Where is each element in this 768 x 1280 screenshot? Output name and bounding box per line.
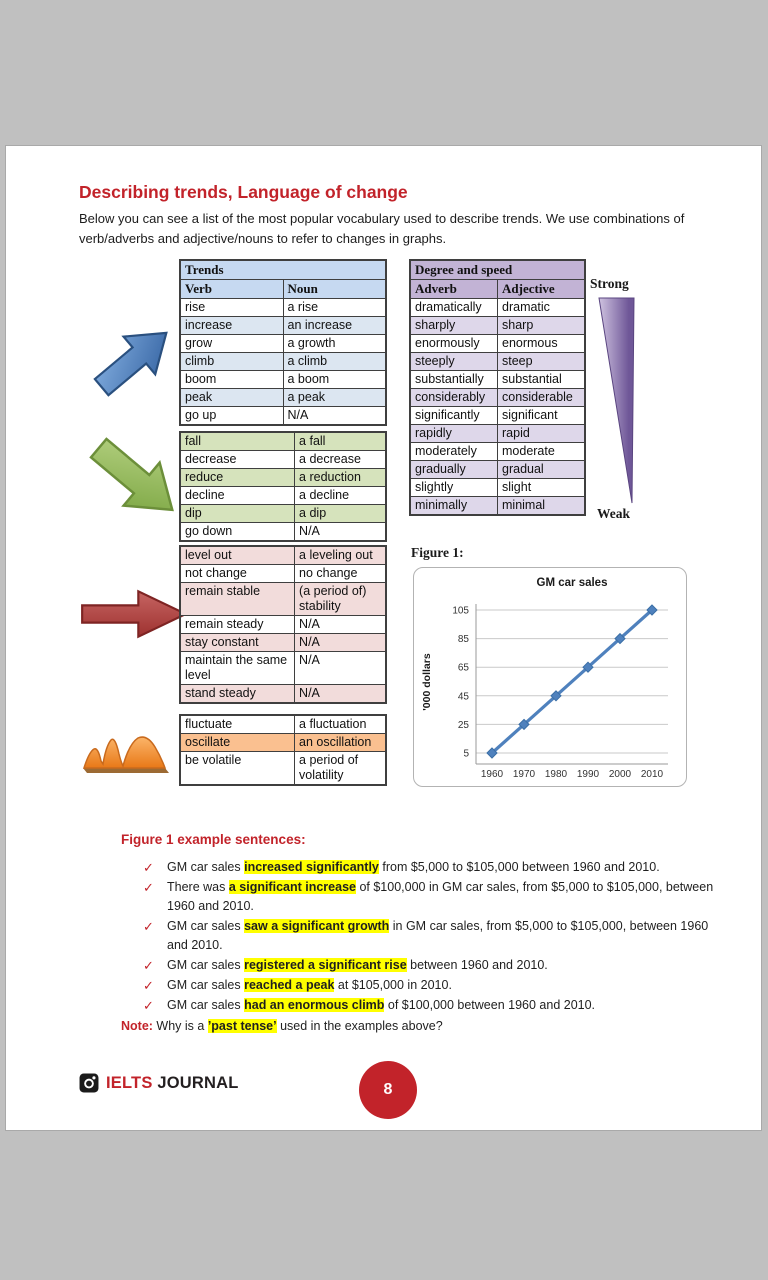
brand-title — [106, 1074, 238, 1093]
sentence-text: from $5,000 to $105,000 between 1960 and 2010. — [378, 860, 660, 874]
vocab-row — [180, 616, 386, 634]
vocab-cell: an oscillation — [295, 734, 386, 752]
y-tick-label: 85 — [457, 634, 469, 646]
vocab-row — [180, 432, 386, 451]
vocab-row — [180, 634, 386, 652]
vocab-row — [180, 685, 386, 704]
degree-and-speed-table — [409, 259, 586, 516]
weak-label: Weak — [597, 506, 631, 521]
sentence-text: used in the examples above? — [276, 1019, 443, 1033]
vocab-cell: decrease — [180, 451, 295, 469]
vocab-cell: N/A — [295, 634, 386, 652]
vocab-cell: steeply — [410, 353, 498, 371]
page-title: Describing trends, Language of change — [79, 182, 408, 202]
vocab-cell: enormous — [498, 335, 586, 353]
vocab-cell: N/A — [295, 685, 386, 704]
vocab-row — [180, 487, 386, 505]
vocab-row — [180, 752, 386, 786]
sentence-text: GM car sales — [167, 860, 245, 874]
vocab-cell: considerable — [498, 389, 586, 407]
highlighted-phrase: ’past tense’ — [207, 1019, 277, 1033]
vocab-cell: stand steady — [180, 685, 295, 704]
table-title-row — [180, 260, 386, 280]
fluctuate-table — [179, 714, 387, 786]
vocab-cell: gradual — [498, 461, 586, 479]
col-header: Noun — [283, 280, 386, 299]
page-number: 8 — [383, 1081, 393, 1098]
vocab-cell: go down — [180, 523, 295, 542]
document-page — [5, 145, 762, 1131]
x-tick-label: 2000 — [608, 769, 632, 780]
vocab-cell: moderately — [410, 443, 498, 461]
vocab-row — [180, 335, 386, 353]
fall-table — [179, 431, 387, 542]
table-title: Degree and speed — [410, 260, 585, 280]
vocab-cell: substantial — [498, 371, 586, 389]
vocab-cell: climb — [180, 353, 283, 371]
vocab-row — [410, 461, 585, 479]
example-sentence — [143, 858, 728, 877]
vocab-row — [180, 523, 386, 542]
vocab-row — [180, 469, 386, 487]
vocab-row — [410, 335, 585, 353]
x-tick-label: 1990 — [576, 769, 600, 780]
right-arrow-icon — [80, 587, 188, 641]
vocab-cell: considerably — [410, 389, 498, 407]
sentence-text: of $100,000 between 1960 and 2010. — [384, 998, 596, 1012]
sentence-text: GM car sales — [167, 998, 245, 1012]
vocab-cell: rapidly — [410, 425, 498, 443]
vocab-cell: a rise — [283, 299, 386, 317]
example-sentences-list — [143, 858, 728, 1016]
vocab-cell: a decline — [295, 487, 386, 505]
vocab-cell: dramatically — [410, 299, 498, 317]
example-sentence — [143, 976, 728, 995]
vocab-cell: a boom — [283, 371, 386, 389]
examples-heading: Figure 1 example sentences: — [121, 832, 306, 847]
strong-label: Strong — [590, 276, 629, 291]
y-tick-label: 105 — [452, 605, 469, 617]
page-number-badge — [359, 1061, 417, 1119]
sentence-text: between 1960 and 2010. — [406, 958, 548, 972]
vocab-row — [180, 317, 386, 335]
example-sentence — [143, 878, 728, 916]
vocab-row — [180, 546, 386, 565]
sentence-text: at $105,000 in 2010. — [334, 978, 452, 992]
vocab-cell: a fluctuation — [295, 715, 386, 734]
figure-label: Figure 1: — [411, 545, 464, 560]
vocab-cell: a growth — [283, 335, 386, 353]
vocab-cell: N/A — [295, 616, 386, 634]
vocab-row — [410, 371, 585, 389]
vocab-row — [180, 389, 386, 407]
vocab-row — [410, 353, 585, 371]
vocab-cell: significant — [498, 407, 586, 425]
vocab-cell: grow — [180, 335, 283, 353]
example-sentence — [143, 956, 728, 975]
vocab-row — [180, 371, 386, 389]
vocab-cell: remain steady — [180, 616, 295, 634]
vocab-cell: a climb — [283, 353, 386, 371]
stable-table — [179, 545, 387, 704]
vocab-cell: substantially — [410, 371, 498, 389]
wave-peaks-icon — [80, 716, 172, 776]
sentence-text: There was — [167, 880, 229, 894]
col-header: Verb — [180, 280, 283, 299]
vocab-cell: steep — [498, 353, 586, 371]
y-tick-label: 5 — [463, 748, 469, 760]
vocab-cell: maintain the same level — [180, 652, 295, 685]
highlighted-phrase: registered a significant rise — [244, 958, 407, 972]
vocab-cell: a decrease — [295, 451, 386, 469]
vocab-cell: peak — [180, 389, 283, 407]
highlighted-phrase: reached a peak — [244, 978, 335, 992]
vocab-cell: N/A — [295, 523, 386, 542]
vocab-row — [410, 407, 585, 425]
vocab-row — [410, 497, 585, 516]
checkmark-icon: ✓ — [143, 880, 154, 895]
chart-title: GM car sales — [536, 577, 608, 589]
vocab-row — [180, 565, 386, 583]
x-tick-label: 1960 — [480, 769, 504, 780]
vocab-cell: stay constant — [180, 634, 295, 652]
checkmark-icon: ✓ — [143, 860, 154, 875]
vocab-cell: significantly — [410, 407, 498, 425]
vocab-cell: minimal — [498, 497, 586, 516]
vocab-row — [410, 443, 585, 461]
table-header-row — [180, 280, 386, 299]
example-sentence — [143, 996, 728, 1015]
table-title-row — [410, 260, 585, 280]
up-right-arrow-icon — [82, 316, 186, 404]
vocab-cell: increase — [180, 317, 283, 335]
vocab-cell: (a period of) stability — [295, 583, 386, 616]
vocab-row — [180, 299, 386, 317]
brand-ielts: IELTS — [106, 1073, 153, 1092]
highlighted-phrase: had an enormous climb — [244, 998, 385, 1012]
vocab-cell: dramatic — [498, 299, 586, 317]
vocab-cell: a period of volatility — [295, 752, 386, 786]
vocab-row — [180, 505, 386, 523]
vocab-cell: a peak — [283, 389, 386, 407]
brand-journal: JOURNAL — [157, 1073, 239, 1092]
vocab-cell: sharp — [498, 317, 586, 335]
checkmark-icon: ✓ — [143, 978, 154, 993]
vocab-cell: not change — [180, 565, 295, 583]
camera-icon — [79, 1073, 99, 1093]
sentence-text: GM car sales — [167, 958, 245, 972]
vocab-cell: enormously — [410, 335, 498, 353]
vocab-cell: reduce — [180, 469, 295, 487]
vocab-row — [180, 407, 386, 426]
vocab-cell: N/A — [295, 652, 386, 685]
intro-text: Below you can see a list of the most popular vocabulary used to describe trends. We use combinations of verb/adverbs and adjective/nouns to refer to changes in graphs. — [79, 211, 685, 246]
checkmark-icon: ✓ — [143, 919, 154, 934]
vocab-cell: fluctuate — [180, 715, 295, 734]
vocab-cell: rapid — [498, 425, 586, 443]
col-header: Adjective — [498, 280, 586, 299]
vocab-cell: an increase — [283, 317, 386, 335]
x-tick-label: 1980 — [544, 769, 568, 780]
vocab-cell: moderate — [498, 443, 586, 461]
highlighted-phrase: a significant increase — [228, 880, 356, 894]
example-sentence — [143, 917, 728, 955]
vocab-cell: go up — [180, 407, 283, 426]
table-title: Trends — [180, 260, 386, 280]
col-header: Adverb — [410, 280, 498, 299]
vocab-cell: rise — [180, 299, 283, 317]
note — [121, 1019, 721, 1033]
vocab-cell: slight — [498, 479, 586, 497]
down-right-arrow-icon — [78, 429, 193, 529]
x-tick-label: 1970 — [512, 769, 536, 780]
sentence-text: of $100,000 in GM car sales, from $5,000 to $105,000, between 1960 and 2010. — [167, 880, 714, 913]
checkmark-icon: ✓ — [143, 958, 154, 973]
vocab-row — [180, 734, 386, 752]
vocab-row — [410, 425, 585, 443]
strength-scale-triangle-icon — [594, 296, 639, 506]
sentence-text: Why is a — [152, 1019, 208, 1033]
vocab-cell: a reduction — [295, 469, 386, 487]
gm-car-sales-chart — [413, 567, 687, 787]
vocab-cell: level out — [180, 546, 295, 565]
sentence-text: GM car sales — [167, 978, 245, 992]
highlighted-phrase: saw a significant growth — [244, 919, 390, 933]
vocab-row — [180, 583, 386, 616]
sentence-text: in GM car sales, from $5,000 to $105,000, between 1960 and 2010. — [167, 919, 709, 952]
y-tick-label: 25 — [457, 719, 469, 731]
vocab-row — [180, 451, 386, 469]
note-label: Note: — [121, 1019, 153, 1033]
sentence-text: GM car sales — [167, 919, 245, 933]
vocab-cell: remain stable — [180, 583, 295, 616]
vocab-cell: sharply — [410, 317, 498, 335]
vocab-cell: a leveling out — [295, 546, 386, 565]
trends-table — [179, 259, 387, 426]
vocab-cell: decline — [180, 487, 295, 505]
vocab-cell: be volatile — [180, 752, 295, 786]
vocab-cell: gradually — [410, 461, 498, 479]
vocab-cell: no change — [295, 565, 386, 583]
vocab-row — [410, 389, 585, 407]
vocab-cell: oscillate — [180, 734, 295, 752]
table-header-row — [410, 280, 585, 299]
vocab-cell: dip — [180, 505, 295, 523]
vocab-cell: boom — [180, 371, 283, 389]
vocab-row — [410, 299, 585, 317]
vocab-row — [410, 317, 585, 335]
x-tick-label: 2010 — [640, 769, 664, 780]
data-line — [492, 610, 652, 753]
checkmark-icon: ✓ — [143, 998, 154, 1013]
vocab-cell: fall — [180, 432, 295, 451]
highlighted-phrase: increased significantly — [244, 860, 379, 874]
note-text — [153, 1019, 443, 1033]
vocab-cell: N/A — [283, 407, 386, 426]
vocab-cell: minimally — [410, 497, 498, 516]
footer-brand — [79, 1073, 238, 1093]
vocab-row — [180, 652, 386, 685]
y-tick-label: 65 — [457, 662, 469, 674]
vocab-cell: slightly — [410, 479, 498, 497]
line-chart — [414, 568, 684, 784]
vocab-row — [410, 479, 585, 497]
vocab-row — [180, 715, 386, 734]
vocab-row — [180, 353, 386, 371]
vocab-cell: a fall — [295, 432, 386, 451]
y-tick-label: 45 — [457, 691, 469, 703]
y-axis-label: '000 dollars — [421, 653, 433, 711]
vocab-cell: a dip — [295, 505, 386, 523]
